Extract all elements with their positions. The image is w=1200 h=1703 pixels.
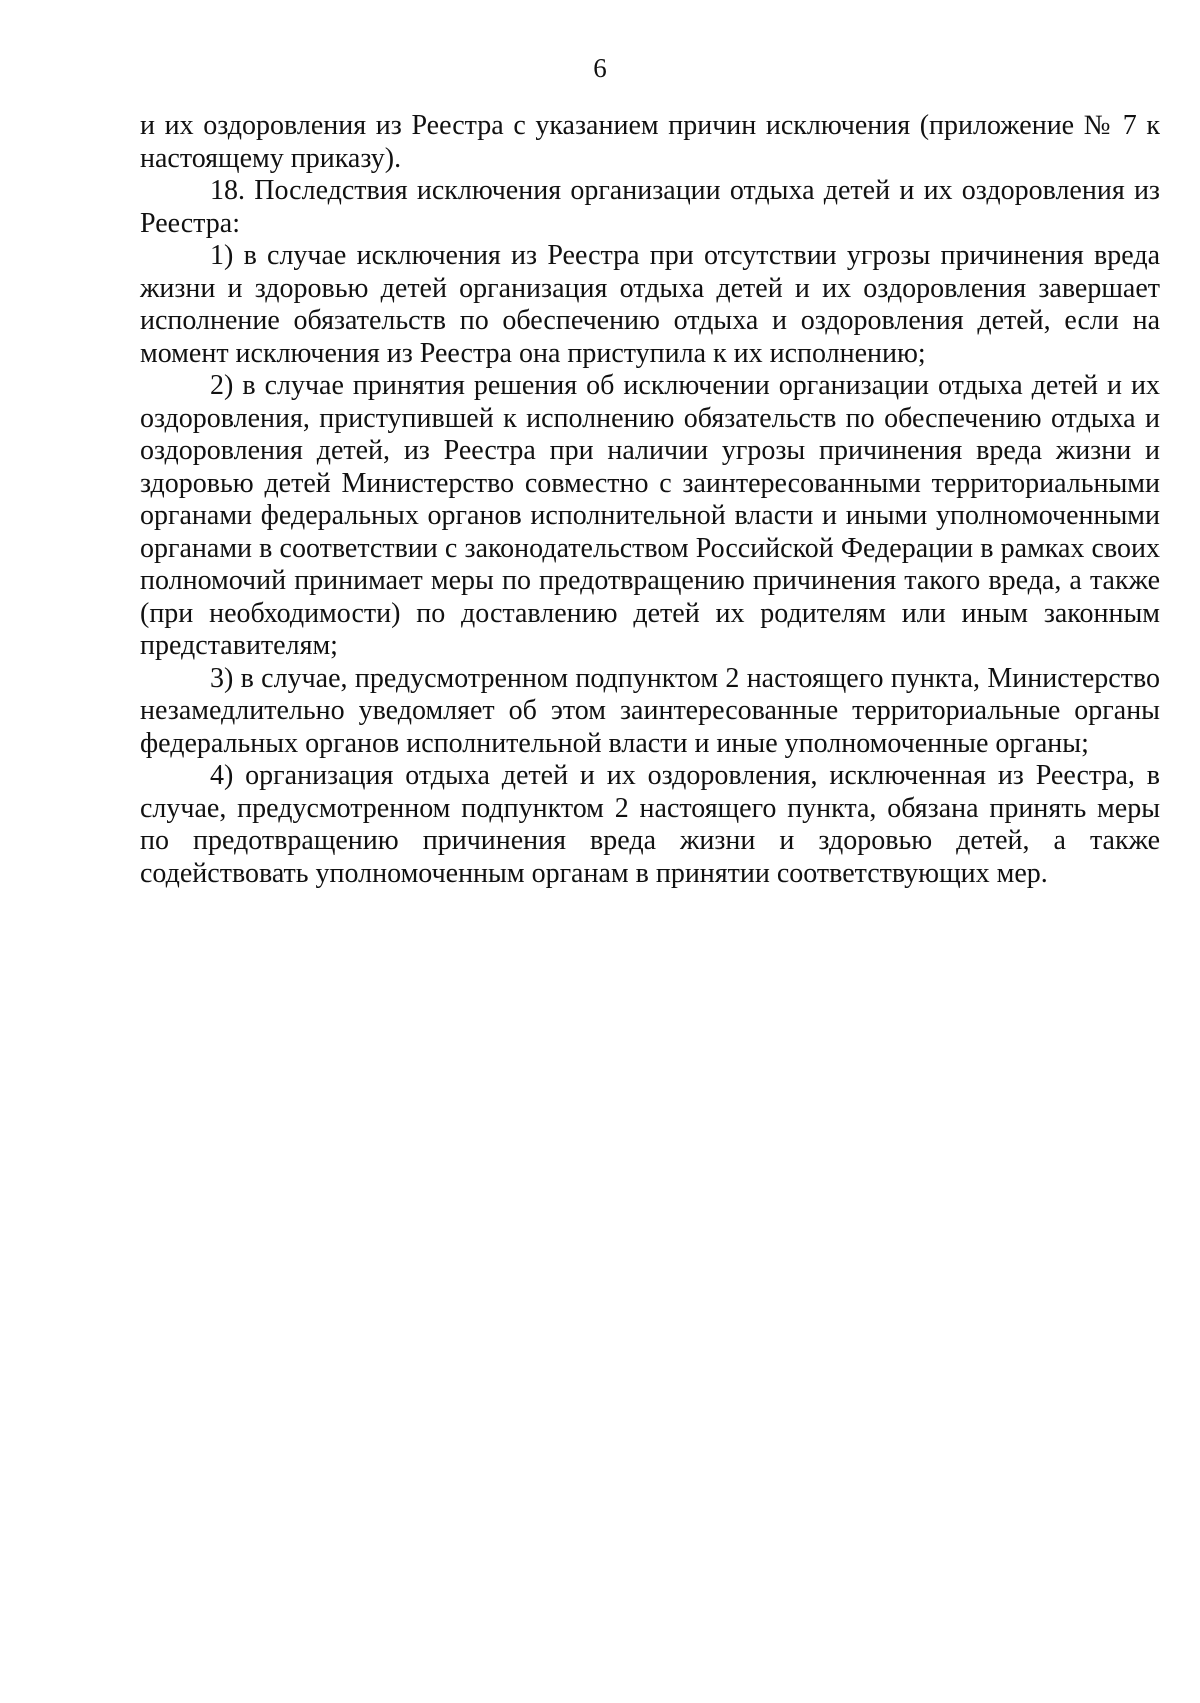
paragraph-continuation: и их оздоровления из Реестра с указанием причин исключения (приложение № 7 к настоящему приказу). xyxy=(140,110,1160,174)
page-number: 6 xyxy=(593,53,607,83)
paragraph-subitem-3: 3) в случае, предусмотренном подпунктом 2 настоящего пункта, Министерство незамедлительно уведомляет об этом заинтересованные территориальные органы федеральных органов исполнительной власти и иные уполномоченные органы; xyxy=(140,662,1160,759)
paragraph-subitem-2: 2) в случае принятия решения об исключении организации отдыха детей и их оздоровления, приступившей к исполнению обязательств по обеспечению отдыха и оздоровления детей, из Реестра при наличии угрозы причинения вреда жизни и здоровью детей Министерство совместно с заинтересованными территориальными органами федеральных органов исполнительной власти и иными уполномоченными органами в соответствии с законодательством Российской Федерации в рамках своих полномочий принимает меры по предотвращению причинения такого вреда, а также (при необходимости) по доставлению детей их родителям или иным законным представителям; xyxy=(140,370,1160,661)
document-body xyxy=(140,110,1160,890)
paragraph-item-18: 18. Последствия исключения организации отдыха детей и их оздоровления из Реестра: xyxy=(140,175,1160,239)
paragraph-subitem-4: 4) организация отдыха детей и их оздоровления, исключенная из Реестра, в случае, предусмотренном подпунктом 2 настоящего пункта, обязана принять меры по предотвращению причинения вреда жизни и здоровью детей, а также содействовать уполномоченным органам в принятии соответствующих мер. xyxy=(140,760,1160,889)
paragraph-subitem-1: 1) в случае исключения из Реестра при отсутствии угрозы причинения вреда жизни и здоровью детей организация отдыха детей и их оздоровления завершает исполнение обязательств по обеспечению отдыха и оздоровления детей, если на момент исключения из Реестра она приступила к их исполнению; xyxy=(140,240,1160,369)
